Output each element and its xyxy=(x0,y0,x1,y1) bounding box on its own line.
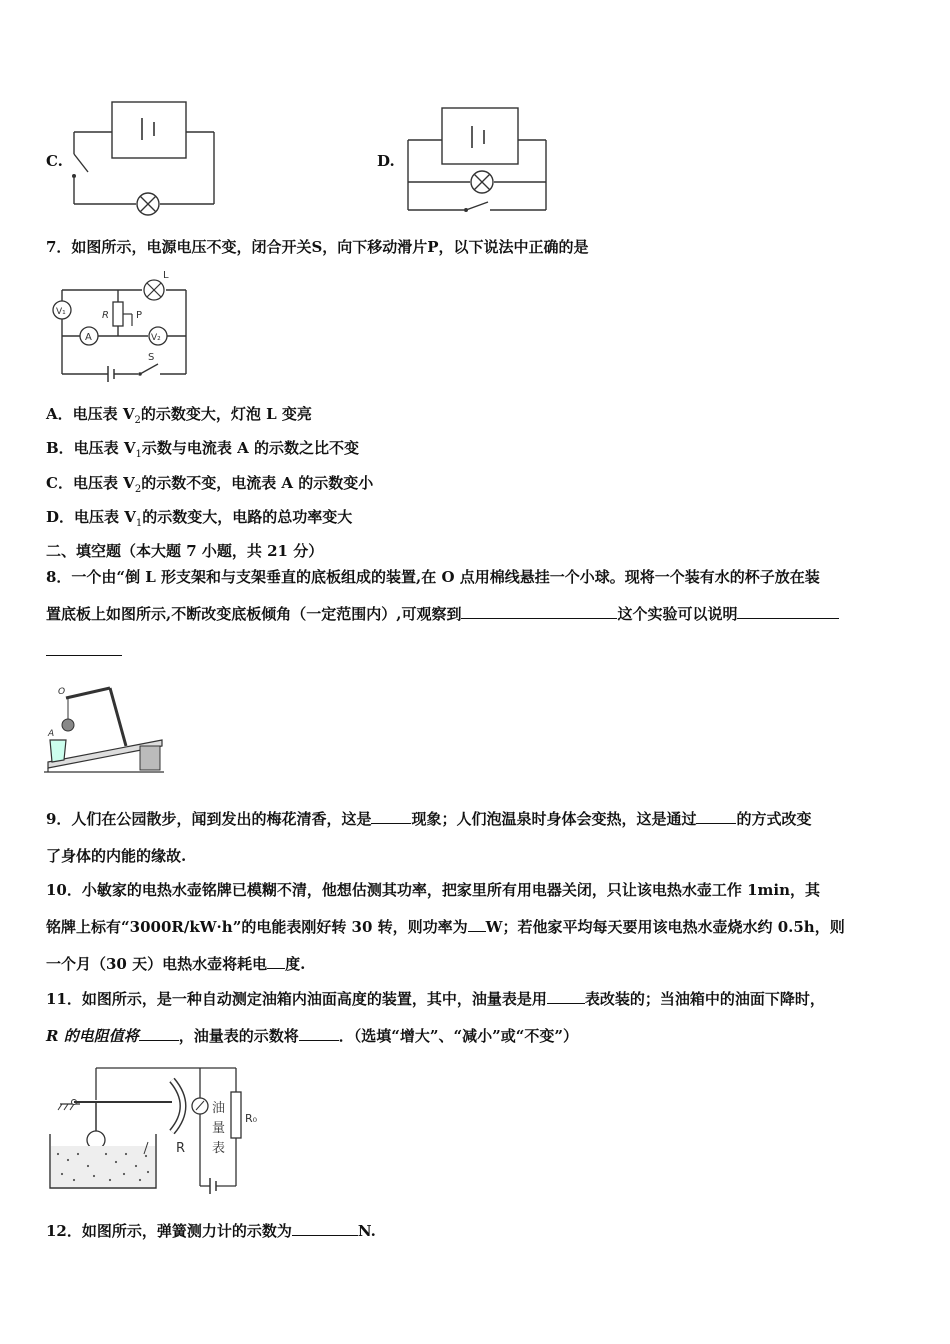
rheostat-label: R xyxy=(102,310,109,321)
svg-text:V₁: V₁ xyxy=(56,307,66,317)
q9-blank-1[interactable] xyxy=(371,809,411,824)
q11-blank-3[interactable] xyxy=(299,1026,339,1041)
lamp-icon xyxy=(471,171,493,193)
q9-line-1: 9．人们在公园散步，闻到发出的梅花清香，这是 现象；人们泡温泉时身体会变热，这是通过 的方式改变 xyxy=(46,810,812,828)
svg-text:A: A xyxy=(85,332,92,343)
q7-option-d[interactable]: D．电压表 $V_1$的示数变大，电路的总功率变大 xyxy=(46,508,353,529)
q8-blank-2[interactable] xyxy=(737,604,839,619)
q10-line-2: 铭牌上标有“3000R/kW·h”的电能表刚好转 30 转，则功率为 W；若他家平均每天要用该电热水壶烧水约 0.5h，则 xyxy=(46,918,845,936)
section-2-title: 二、填空题（本大题 7 小题，共 21 分） xyxy=(46,542,324,560)
svg-text:V₂: V₂ xyxy=(151,333,161,343)
q11-blank-1[interactable] xyxy=(547,989,585,1004)
circuit-c-diagram xyxy=(66,98,226,218)
q8-line-1: 8．一个由“倒 L 形支架和与支架垂直的底板组成的装置,在 O 点用棉线悬挂一个小球。现将一个装有水的杯子放在装 xyxy=(46,568,820,586)
option-c-label: C. xyxy=(46,152,63,170)
q10-line-3: 一个月（30 天）电热水壶将耗电 度. xyxy=(46,955,306,973)
q7-option-a[interactable]: A．电压表 $V_2$的示数变大，灯泡 L 变亮 xyxy=(46,405,312,426)
circuit-d-diagram xyxy=(400,104,555,220)
q9-blank-2[interactable] xyxy=(696,809,736,824)
q10-blank-2[interactable] xyxy=(267,954,285,969)
cup-label: A xyxy=(48,729,55,739)
q9-line-2: 了身体的内能的缘故. xyxy=(46,847,187,865)
resistor-r0-label: R₀ xyxy=(245,1112,258,1125)
q8-apparatus-diagram xyxy=(44,678,169,776)
q11-line-1: 11．如图所示，是一种自动测定油箱内油面高度的装置，其中，油量表是用 表改装的；当油箱中的油面下降时， xyxy=(46,990,825,1008)
q11-blank-2[interactable] xyxy=(139,1026,179,1041)
meter-label-char-1: 油 xyxy=(212,1101,226,1116)
option-d-label: D. xyxy=(377,152,395,170)
lamp-label: L xyxy=(163,270,169,281)
q8-blank-2-continuation[interactable] xyxy=(46,641,122,656)
meter-label-char-2: 量 xyxy=(212,1121,226,1136)
q11-oil-gauge-diagram xyxy=(44,1062,274,1198)
q8-blank-1[interactable] xyxy=(461,604,617,619)
q7-stem: 7．如图所示，电源电压不变，闭合开关S，向下移动滑片P，以下说法中正确的是 xyxy=(46,238,589,256)
resistor-r-label: R xyxy=(176,1141,186,1156)
q7-option-c[interactable]: C．电压表 $V_2$的示数不变，电流表 A 的示数变小 xyxy=(46,474,374,495)
q11-line-2: R 的电阻值将 ，油量表的示数将 ．（选填“增大”、“减小”或“不变”） xyxy=(46,1027,578,1045)
q12-blank[interactable] xyxy=(292,1221,358,1236)
q10-blank-1[interactable] xyxy=(468,917,486,932)
q7-circuit-diagram xyxy=(44,268,194,384)
ammeter-icon xyxy=(80,327,98,345)
point-o-label: O xyxy=(58,687,66,697)
q12-line: 12．如图所示，弹簧测力计的示数为 N. xyxy=(46,1222,376,1240)
oil-meter-icon xyxy=(192,1098,208,1114)
lamp-icon xyxy=(137,193,159,215)
q10-line-1: 10．小敏家的电热水壶铭牌已模糊不清，他想估测其功率，把家里所有用电器关闭，只让该电热水壶工作 1min，其 xyxy=(46,881,821,899)
q7-option-b[interactable]: B．电压表 $V_1$示数与电流表 A 的示数之比不变 xyxy=(46,439,360,460)
meter-label-char-3: 表 xyxy=(212,1141,226,1156)
switch-label: S xyxy=(148,352,155,363)
voltmeter-v2-icon xyxy=(149,327,167,345)
voltmeter-v1-icon xyxy=(53,301,71,319)
q8-line-2: 置底板上如图所示,不断改变底板倾角（一定范围内）,可观察到 这个实验可以说明 xyxy=(46,603,839,624)
lamp-icon xyxy=(144,280,164,300)
slider-label: P xyxy=(136,310,143,321)
